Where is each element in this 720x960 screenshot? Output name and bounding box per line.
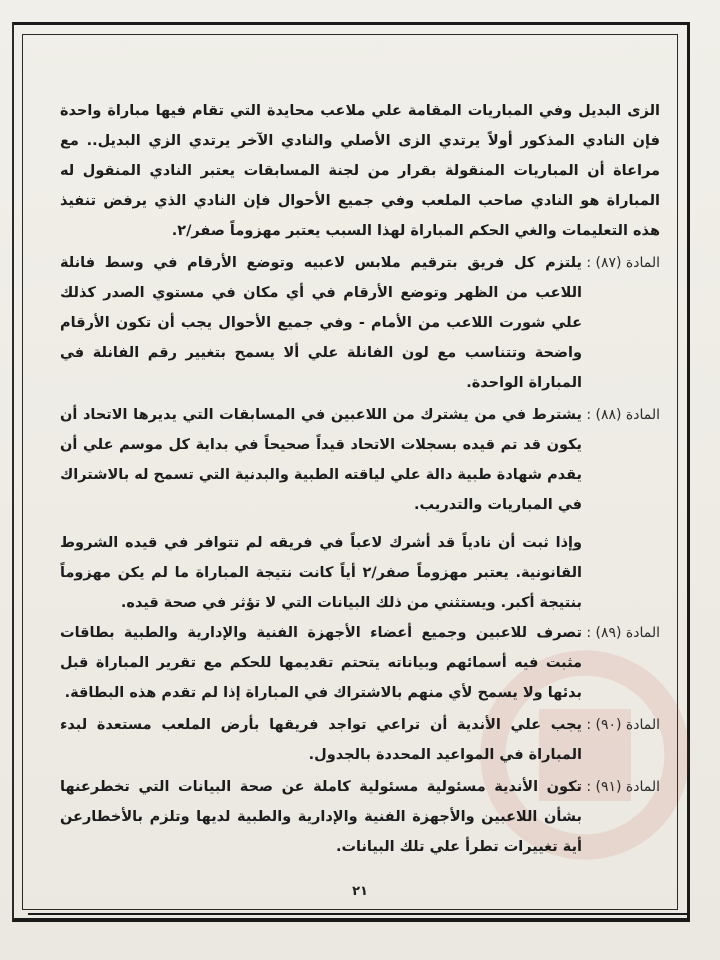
document-body: [60, 96, 660, 862]
article-90: [60, 710, 660, 770]
article-90-text: يجب علي الأندية أن تراعي تواجد فريقها بأرض الملعب مستعدة لبدء المباراة في المواعيد المحددة بالجدول.: [60, 717, 582, 763]
article-90-label: المادة (٩٠) :: [586, 717, 660, 733]
article-88-text: يشترط في من يشترك من اللاعبين في المسابقات التي يديرها الاتحاد أن يكون قد تم قيده بسجلات الاتحاد قيداً صحيحاً في بداية كل موسم علي أن يقدم شهادة طبية دالة علي لياقته الطبية والبدنية التي تسمح له بالاشتراك في المباريات والتدريب.: [60, 407, 582, 513]
intro-paragraph: الزى البديل وفي المباريات المقامة علي ملاعب محايدة التي تقام فيها مباراة واحدة فإن النادي المذكور أولاً يرتدي الزى الأصلي والنادي الآخر يرتدي الزي البديل.. مع مراعاة أن المباريات المنقولة بقرار من لجنة المسابقات يعتبر النادي المنقول له المباراة هو النادي صاحب الملعب وفي جميع الأحوال فإن النادي الذي يرفض تنفيذ هذه التعليمات والغي الحكم المباراة لهذا السبب يعتبر مهزوماً صفر/٢.: [60, 103, 660, 239]
article-88-label: المادة (٨٨) :: [586, 407, 660, 423]
bottom-rule: [28, 913, 688, 915]
article-87-text: يلتزم كل فريق بترقيم ملابس لاعبيه وتوضع الأرقام في وسط فانلة اللاعب من الظهر وتوضع الأرقام في أي مكان في مستوي الصدر كذلك علي شورت اللاعب من الأمام - وفي جميع الأحوال يجب أن تكون الأرقام واضحة وتتناسب مع لون الفانلة علي ألا يسمح بتغيير رقم الفانلة في المباراة الواحدة.: [60, 255, 582, 391]
article-87-label: المادة (٨٧) :: [586, 255, 660, 271]
article-91: [60, 772, 660, 862]
article-87: [60, 248, 660, 398]
article-89-label: المادة (٨٩) :: [586, 625, 660, 641]
article-88-continuation: وإذا ثبت أن نادياً قد أشرك لاعباً في فريقه لم تتوافر في قيده الشروط القانونية. يعتبر مهزوماً صفر/٢ أياً كانت نتيجة المباراة ما لم يكن مهزوماً بنتيجة أكبر. ويستثني من ذلك البيانات التي لا تؤثر في صحة قيده.: [60, 535, 582, 611]
page-number: ٢١: [352, 884, 368, 899]
article-88: [60, 400, 660, 520]
article-91-label: المادة (٩١) :: [586, 779, 660, 795]
article-91-text: تكون الأندية مسئولية مسئولية كاملة عن صحة البيانات التي تخطرعنها بشأن اللاعبين والأجهزة الفنية والإدارية والطبية لديها وتلزم بالأخطارعن أية تغييرات تطرأ علي تلك البيانات.: [60, 779, 582, 855]
article-89-text: تصرف للاعبين وجميع أعضاء الأجهزة الفنية والإدارية والطبية بطاقات مثبت فيه أسمائهم وبياناته يتحتم تقديمها للحكم مع تقرير المباراة قبل بدئها ولا يسمح لأي منهم بالاشتراك في المباراة إذا لم تقدم هذه البطاقة.: [60, 625, 582, 701]
article-89: [60, 618, 660, 708]
